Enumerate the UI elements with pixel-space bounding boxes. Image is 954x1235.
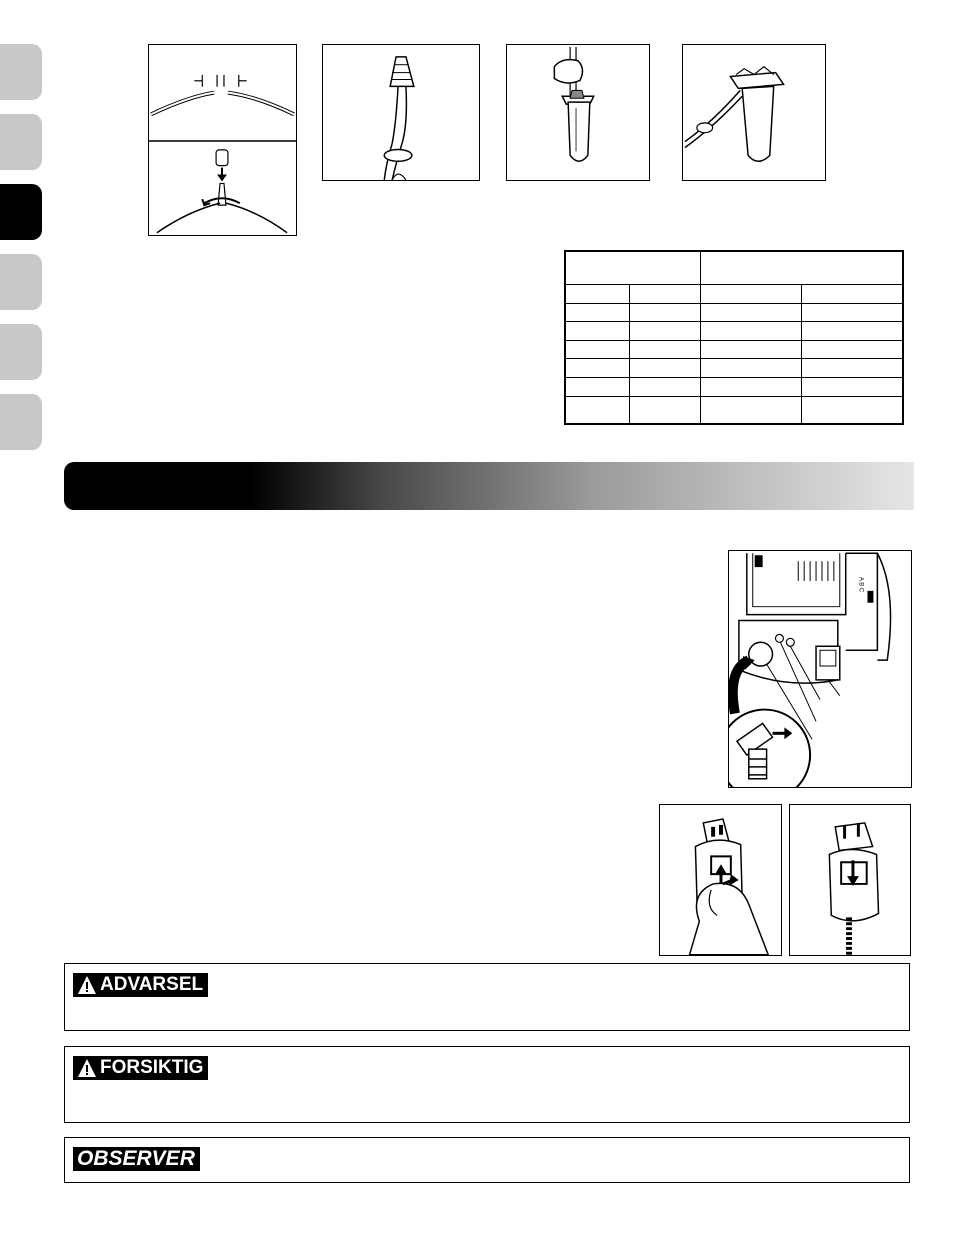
note-badge (73, 1147, 200, 1171)
figure-wire-nut (322, 44, 480, 181)
gel-tube-closed-illustration (683, 45, 825, 180)
warning-triangle-icon (77, 975, 97, 995)
figure-wire-join (148, 44, 297, 236)
side-tab-4[interactable] (0, 254, 42, 310)
side-tab-3-active[interactable] (0, 184, 42, 240)
caution-label: FORSIKTIG (100, 1057, 204, 1078)
warning-notice (64, 963, 910, 1031)
caution-triangle-icon (77, 1058, 97, 1078)
table-row (565, 285, 903, 304)
table-header-cell (565, 251, 700, 285)
power-jack-illustration (729, 551, 911, 787)
figure-power-jack (728, 550, 912, 788)
figure-adapter-attach (789, 804, 911, 956)
side-tab-5[interactable] (0, 324, 42, 380)
figure-adapter-remove (659, 804, 782, 956)
adapter-remove-illustration (660, 805, 781, 955)
wire-nut-illustration (323, 45, 479, 180)
side-tab-6[interactable] (0, 394, 42, 450)
side-tab-2[interactable] (0, 114, 42, 170)
section-heading-band (64, 462, 914, 510)
note-notice (64, 1137, 910, 1183)
wire-spec-table (564, 250, 904, 425)
switch-label: A B C (857, 577, 864, 593)
table-row (565, 340, 903, 359)
figure-gel-tube-insert (506, 44, 650, 181)
caution-notice (64, 1046, 910, 1123)
adapter-attach-illustration (790, 805, 910, 955)
table-header-row (565, 251, 903, 285)
gel-tube-insert-illustration (507, 45, 649, 180)
table-row (565, 396, 903, 424)
table-row (565, 303, 903, 322)
table-row (565, 359, 903, 378)
warning-label: ADVARSEL (100, 974, 204, 995)
note-label: OBSERVER (77, 1147, 195, 1170)
wire-join-illustration (149, 45, 296, 235)
figure-gel-tube-closed (682, 44, 826, 181)
table-header-cell (700, 251, 903, 285)
table-row (565, 377, 903, 396)
caution-badge (73, 1056, 208, 1080)
warning-badge (73, 973, 208, 997)
side-tab-1[interactable] (0, 44, 42, 100)
table-row (565, 322, 903, 341)
